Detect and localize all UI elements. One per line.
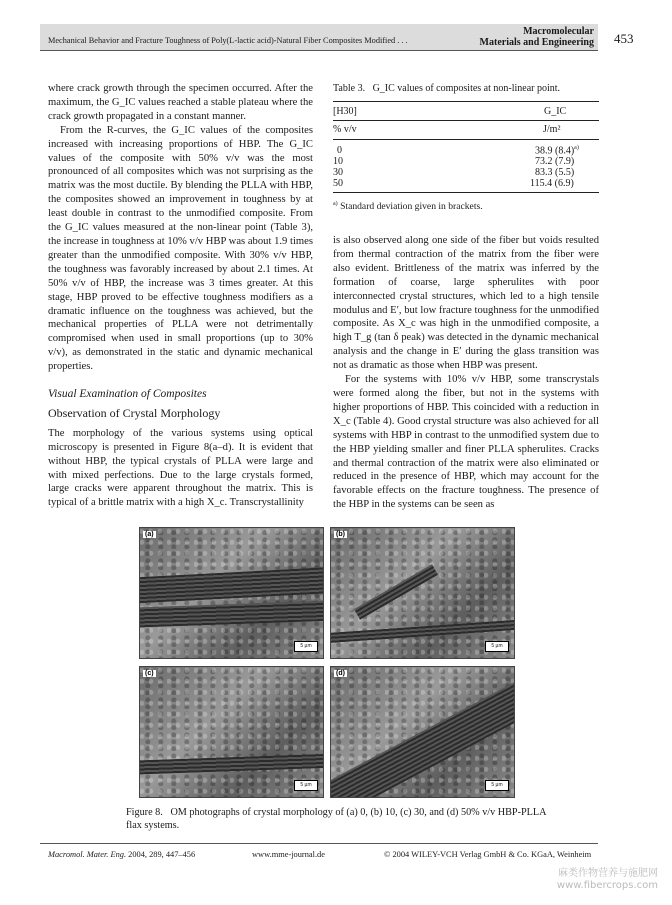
table-footnote: $^{a)}$ Standard deviation given in brackets. (333, 201, 483, 213)
scale-bar: 5 µm (294, 641, 318, 652)
subsection-heading: Observation of Crystal Morphology (48, 405, 221, 420)
copyright: © 2004 WILEY-VCH Verlag GmbH & Co. KGaA, Weinheim (384, 850, 592, 859)
figure-panel-d (330, 666, 515, 798)
header-rule (40, 50, 598, 51)
panel-label: (c) (145, 670, 154, 677)
left-column (48, 82, 313, 510)
figure-panel-b (330, 527, 515, 659)
scale-bar: 5 µm (294, 780, 318, 791)
running-title: Mechanical Behavior and Fracture Toughness of Poly(L-lactic acid)-Natural Fiber Composites Modified . . . (48, 36, 408, 45)
table-subheader-unit: J/m² (543, 124, 561, 135)
table-rule (333, 120, 599, 121)
watermark: 麻类作物营养与施肥网 www.fibercrops.com (556, 868, 658, 891)
table-rule (333, 101, 599, 102)
table-header-gic: G_IC (544, 106, 567, 117)
paragraph: where crack growth through the specimen occurred. After the maximum, the G_IC values reached a stable plateau where the crack growth propagated in a constant manner. (48, 83, 313, 122)
paragraph: From the R-curves, the G_IC values of the composites increased with increasing proportions of HBP. The G_IC values of the composite with 50% v/v was the most pronounced of all composites which was not surprising as the matrix was the most ductile. By blending the PLLA with HBP, the composites showed an improvement in toughness by at least double in contrast to the unmodified composite. From the G_IC values measured at the non-linear point (Table 3), the increase in toughness at 10% v/v HBP was about 1.9 times greater than the unmodified composite. With 30% v/v HBP, the toughness was favorably increased by about 2.1 times. At 50% v/v of HBP, the increase was 3 times greater. At this stage, HBP proved to be effective toughness modifiers as a dramatic influence on the toughness was achieved, but the mechanical properties of PLLA were not detrimentally compromised when used in small proportions (up to 30% v/v), as demonstrated in the static and dynamic mechanical properties. (48, 124, 313, 373)
table-rule (333, 139, 599, 140)
panel-label: (a) (145, 531, 154, 538)
paragraph: is also observed along one side of the fiber but voids resulted from thermal contraction of the matrix from the fiber were also evident. Brittleness of the matrix was inferred by the formation of coarse, large spherulites with poor interconnected crystal structures, which led to a high tensile modulus and E′, but low fracture toughness for the unmodified composite. As X_c was high in the unmodified composite, a high T_g (tan δ peak) was detected in the dynamic mechanical analysis and the change in E′ during the glass transition was not as dramatic as those when HBP was present. (333, 235, 599, 372)
table-subheader-unit: % v/v (333, 124, 357, 135)
journal-website: www.mme-journal.de (252, 850, 325, 859)
figure-panel-c (139, 666, 324, 798)
journal-name: Macromolecular Materials and Engineering (479, 26, 594, 48)
table-caption: Table 3. G_IC values of composites at non-linear point. (333, 83, 561, 94)
figure-caption: Figure 8. OM photographs of crystal morphology of (a) 0, (b) 10, (c) 30, and (d) 50% v/v HBP-PLLA flax systems. (126, 807, 546, 831)
footer-rule (40, 843, 598, 844)
table-cell: 10 (333, 156, 343, 167)
table-cell: 115.4 (6.9) (530, 178, 574, 189)
panel-label: (b) (336, 531, 345, 538)
section-heading: Visual Examination of Composites (48, 388, 207, 401)
paragraph: The morphology of the various systems using optical microscopy is presented in Figure 8(a–d). It is evident that without HBP, the typical crystals of PLLA were large and with mixed perfections. Due to the large crystals formed, large cracks were apparent throughout the matrix. This is typical of a brittle matrix with a high X_c. Transcrystallinity (48, 427, 313, 509)
table-cell: 50 (333, 178, 343, 189)
table-cell: 83.3 (5.5) (535, 167, 575, 178)
right-column (333, 234, 599, 512)
table-cell: 38.9 $(8.4)^{a)}$ (535, 145, 579, 157)
citation: Macromol. Mater. Eng. 2004, 289, 447–456 (48, 850, 196, 859)
table-header-hbp: [H30] (333, 106, 357, 117)
page-number: 453 (614, 31, 634, 46)
figure-panel-a (139, 527, 324, 659)
scale-bar: 5 µm (485, 780, 509, 791)
table-cell: 0 (337, 145, 342, 156)
panel-label: (d) (336, 670, 345, 677)
scale-bar: 5 µm (485, 641, 509, 652)
paragraph: For the systems with 10% v/v HBP, some transcrystals were formed along the fiber, but not in the systems with higher proportions of HBP. This coincided with a reduction in X_c (Table 4). Good crystal structure was also achieved for all systems with HBP in contrast to the unmodified system due to the HBP yielding smaller and finer PLLA spherulites. Cracks and thermal contraction of the matrix were also eliminated or reduced in the presence of HBP, which may account for the favorable effects on the fracture toughness. The presence of the HBP in the systems can be seen as (333, 374, 599, 511)
table-rule (333, 192, 599, 193)
table-cell: 30 (333, 167, 343, 178)
table-cell: 73.2 (7.9) (535, 156, 575, 167)
